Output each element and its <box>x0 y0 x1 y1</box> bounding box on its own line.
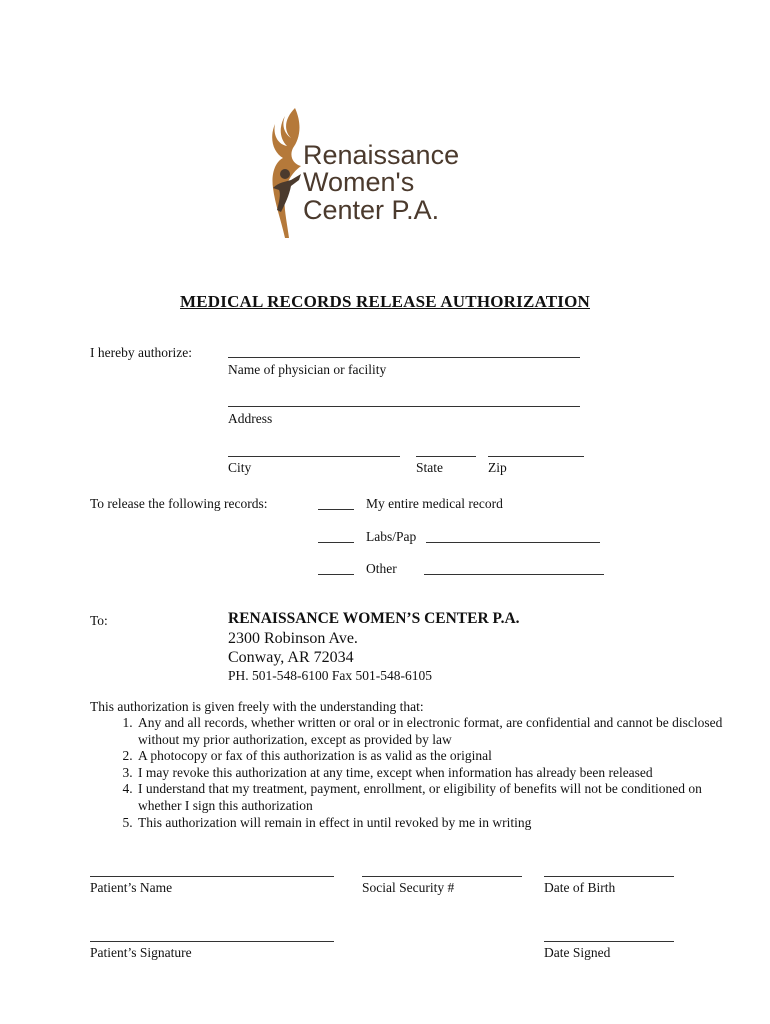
flame-figure-icon <box>272 108 301 238</box>
dob-caption: Date of Birth <box>544 880 616 895</box>
page-title: MEDICAL RECORDS RELEASE AUTHORIZATION <box>180 292 590 311</box>
ssn-caption: Social Security # <box>362 880 455 895</box>
record-option-label: Labs/Pap <box>366 529 417 544</box>
city-caption: City <box>228 460 252 475</box>
renaissance-logo <box>255 104 505 244</box>
labs-pap-field[interactable] <box>426 542 600 543</box>
patient-signature-caption: Patient’s Signature <box>90 945 192 960</box>
list-item: 3. I may revoke this authorization at any time, except when information has already been released <box>136 765 736 782</box>
record-option-checkline[interactable] <box>318 574 354 575</box>
authorize-label: I hereby authorize: <box>90 345 192 360</box>
recipient-name: RENAISSANCE WOMEN’S CENTER P.A. <box>228 610 520 627</box>
physician-field[interactable] <box>228 357 580 358</box>
state-field[interactable] <box>416 456 476 457</box>
understanding-intro: This authorization is given freely with the understanding that: <box>90 699 424 714</box>
record-option-checkline[interactable] <box>318 509 354 510</box>
date-signed-field[interactable] <box>544 941 674 942</box>
recipient-phone: PH. 501-548-6100 Fax 501-548-6105 <box>228 668 432 683</box>
other-field[interactable] <box>424 574 604 575</box>
recipient-street: 2300 Robinson Ave. <box>228 630 358 647</box>
state-caption: State <box>416 460 443 475</box>
zip-caption: Zip <box>488 460 507 475</box>
understanding-list <box>90 715 736 831</box>
zip-field[interactable] <box>488 456 584 457</box>
list-item: 5. This authorization will remain in effect in until revoked by me in writing <box>136 815 736 832</box>
records-label: To release the following records: <box>90 496 268 511</box>
record-option-label: Other <box>366 561 397 576</box>
list-item: 1. Any and all records, whether written or oral or in electronic format, are confidential and cannot be disclosed without my prior authorization, except as provided by law <box>136 715 736 748</box>
list-item: 2. A photocopy or fax of this authorization is as valid as the original <box>136 748 736 765</box>
dob-field[interactable] <box>544 876 674 877</box>
logo-line-2: Women's <box>303 167 415 197</box>
city-field[interactable] <box>228 456 400 457</box>
physician-caption: Name of physician or facility <box>228 362 387 377</box>
date-signed-caption: Date Signed <box>544 945 611 960</box>
record-option-checkline[interactable] <box>318 542 354 543</box>
patient-signature-field[interactable] <box>90 941 334 942</box>
address-field[interactable] <box>228 406 580 407</box>
ssn-field[interactable] <box>362 876 522 877</box>
recipient-city: Conway, AR 72034 <box>228 649 354 666</box>
logo-line-1: Renaissance <box>303 140 460 170</box>
record-option-label: My entire medical record <box>366 496 503 511</box>
patient-name-caption: Patient’s Name <box>90 880 173 895</box>
list-item: 4. I understand that my treatment, payment, enrollment, or eligibility of benefits will not be conditioned on whether I sign this authorization <box>136 781 736 814</box>
to-label: To: <box>90 613 108 628</box>
patient-name-field[interactable] <box>90 876 334 877</box>
logo-line-3: Center P.A. <box>303 195 440 225</box>
address-caption: Address <box>228 411 273 426</box>
